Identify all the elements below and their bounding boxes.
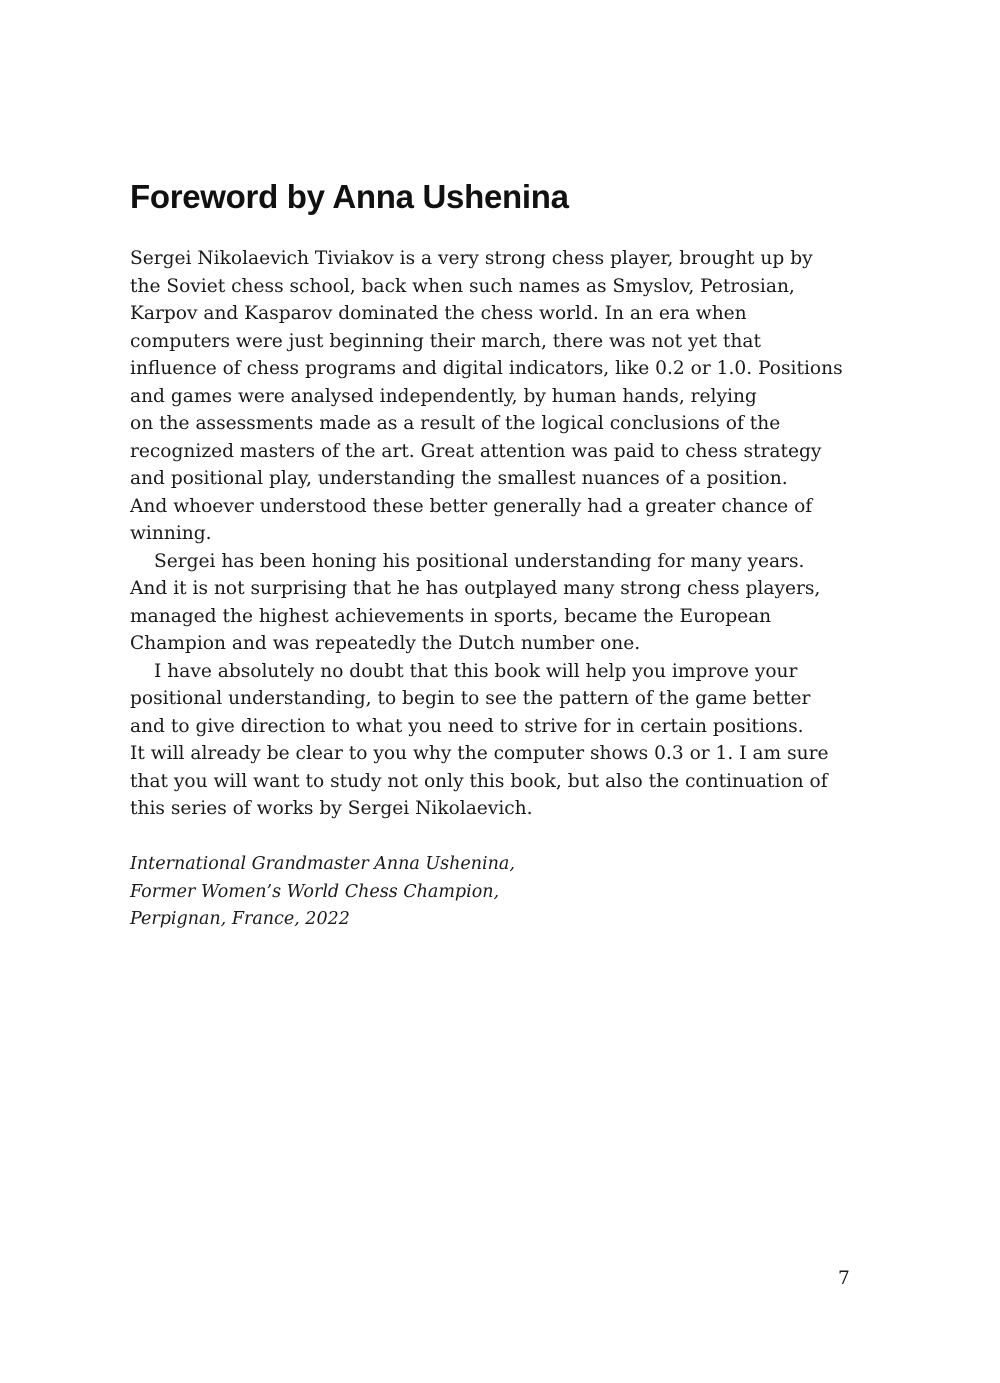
text-line: And it is not surprising that he has outplayed many strong chess players,: [130, 578, 821, 599]
text-line: and games were analysed independently, by human hands, relying: [130, 385, 757, 407]
text-line: positional understanding, to begin to see the pattern of the game better: [130, 688, 811, 709]
text-line: Champion and was repeatedly the Dutch number one.: [130, 633, 641, 654]
signature-line: Former Women’s World Chess Champion,: [130, 881, 500, 902]
paragraph-2: [130, 548, 870, 658]
signature-line: International Grandmaster Anna Ushenina,: [130, 854, 515, 874]
paragraph-1: [130, 245, 870, 548]
text-line: on the assessments made as a result of the logical conclusions of the: [130, 413, 781, 434]
foreword-body: [130, 245, 870, 823]
paragraph-3: [130, 658, 870, 823]
text-line: winning.: [130, 523, 212, 544]
text-line: managed the highest achievements in sports, became the European: [130, 605, 772, 627]
text-line: Sergei has been honing his positional understanding for many years.: [154, 550, 805, 572]
text-line: and positional play, understanding the smallest nuances of a position.: [130, 468, 788, 489]
page-number: 7: [838, 1268, 850, 1289]
text-line: And whoever understood these better generally had a greater chance of: [130, 495, 813, 517]
text-line: this series of works by Sergei Nikolaevich.: [130, 798, 533, 819]
text-line: Sergei Nikolaevich Tiviakov is a very strong chess player, brought up by: [130, 248, 813, 269]
chapter-heading: Foreword by Anna Ushenina: [130, 178, 569, 215]
author-signature-block: [130, 851, 515, 934]
text-line: It will already be clear to you why the computer shows 0.3 or 1. I am sure: [130, 743, 829, 764]
text-line: Karpov and Kasparov dominated the chess world. In an era when: [130, 303, 747, 324]
text-line: computers were just beginning their march, there was not yet that: [130, 330, 761, 352]
signature-line: Perpignan, France, 2022: [130, 909, 350, 929]
text-line: and to give direction to what you need to strive for in certain positions.: [130, 715, 804, 737]
text-line: the Soviet chess school, back when such names as Smyslov, Petrosian,: [130, 275, 795, 297]
text-line: I have absolutely no doubt that this book will help you improve your: [154, 660, 798, 682]
text-line: that you will want to study not only this book, but also the continuation of: [130, 770, 828, 792]
text-line: influence of chess programs and digital indicators, like 0.2 or 1.0. Positions: [130, 358, 843, 379]
text-line: recognized masters of the art. Great attention was paid to chess strategy: [130, 440, 822, 462]
